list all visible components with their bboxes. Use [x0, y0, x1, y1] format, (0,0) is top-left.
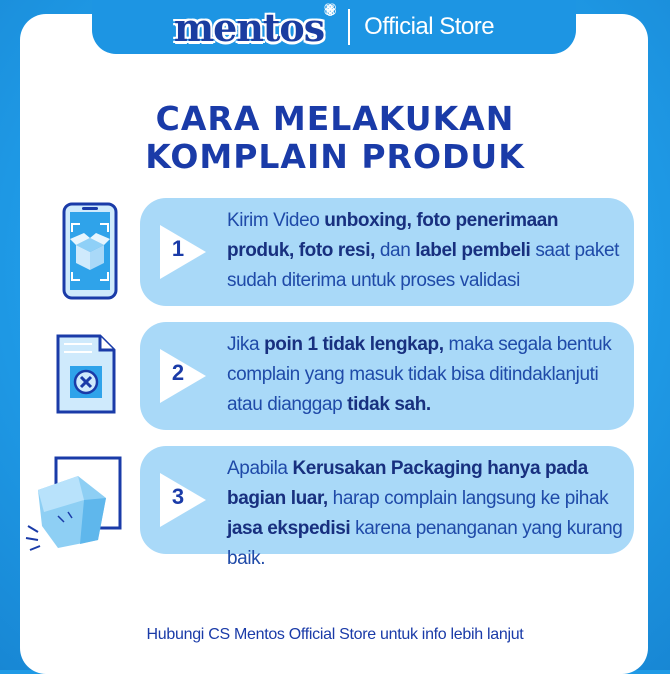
step-2-text — [227, 330, 627, 420]
header-divider — [348, 9, 350, 45]
step-2-text-segment: Jika — [227, 334, 265, 355]
damaged-box-icon — [24, 456, 124, 557]
phone-box-icon — [62, 202, 118, 305]
step-2-number: 2 — [171, 360, 185, 385]
step-1-text-segment: saat paket sudah diterima untuk proses validasi — [227, 240, 619, 291]
store-header — [92, 0, 576, 54]
step-3-number: 3 — [171, 484, 185, 509]
step-3-text-segment: harap complain langsung ke pihak — [327, 488, 609, 509]
page-title-line-1: CARA MELAKUKAN — [155, 99, 515, 138]
step-2-text-segment: tidak sah. — [347, 394, 431, 415]
step-3-text-segment: jasa ekspedisi — [227, 518, 351, 539]
brand-logo: mentos® — [173, 4, 335, 50]
step-1-text-segment: dan — [374, 240, 416, 261]
step-1-text-segment: label pembeli — [415, 240, 531, 261]
step-3-text — [227, 454, 627, 574]
step-3-text-segment: Kerusakan Packaging hanya pada bagian luar, — [227, 458, 588, 509]
store-label: Official Store — [364, 13, 495, 40]
step-2-card — [140, 322, 634, 430]
step-2-text-segment: poin 1 tidak lengkap, — [264, 334, 444, 355]
step-3-text-segment: karena penanganan yang kurang baik. — [227, 518, 623, 569]
step-1-number: 1 — [171, 236, 185, 261]
page-title-line-2: KOMPLAIN PRODUK — [145, 137, 525, 176]
step-1-text — [227, 206, 627, 296]
step-1-text-segment: Kirim Video — [227, 210, 325, 231]
step-1-card — [140, 198, 634, 306]
step-3-text-segment: Apabila — [227, 458, 293, 479]
rejected-document-icon — [56, 334, 116, 419]
step-3-card — [140, 446, 634, 569]
step-2-text-segment: maka segala bentuk complain yang masuk tidak bisa ditindaklanjuti atau dianggap — [227, 334, 612, 415]
step-1-text-segment: unboxing, foto penerimaan produk, foto resi, — [227, 210, 559, 261]
footer-note: Hubungi CS Mentos Official Store untuk info lebih lanjut — [146, 626, 524, 643]
